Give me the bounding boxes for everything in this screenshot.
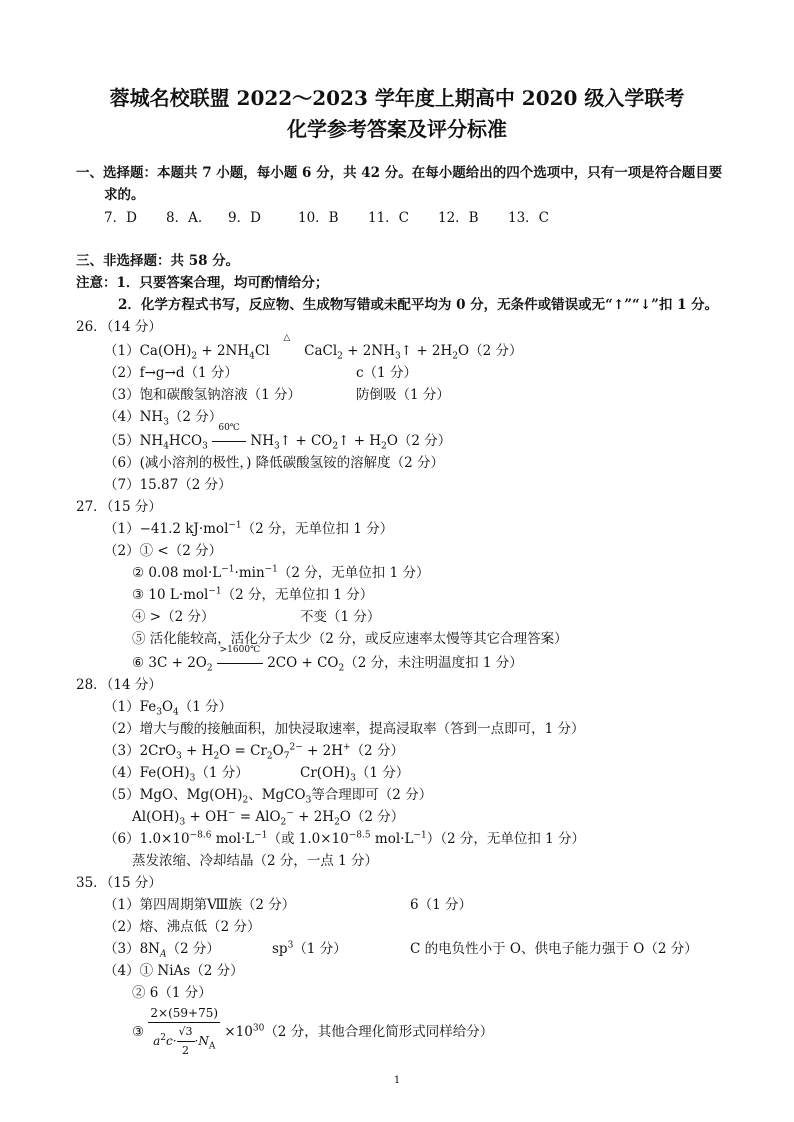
- q26-heading: 26．（14 分）: [76, 319, 162, 335]
- q28-answer-2: （2）增大与酸的接触面积，加快浸取速率，提高浸取率（答到一点即可，1 分）: [104, 721, 585, 737]
- note-2: 2．化学方程式书写，反应物、生成物写错或未配平均为 0 分，无条件或错误或无“↑”“↓”扣 1 分。: [118, 297, 719, 313]
- q26-answer-6: （6）(减小溶剂的极性，) 降低碳酸氢铵的溶解度（2 分）: [104, 455, 445, 471]
- q28-answer-6b: 蒸发浓缩、冷却结晶（2 分，一点 1 分）: [132, 853, 379, 869]
- mc-answer: 8．A.: [166, 210, 203, 226]
- reaction-condition-temp: >1600℃: [217, 654, 263, 672]
- q28-answer-1: $(1)Fe_3O_4(1$ 分）: [104, 699, 233, 718]
- mc-answer: 13．C: [508, 210, 550, 226]
- q27-answer-3: ② 0.08 $mol\cdot L^{-1}\cdot\min^{-1}(2$ 分，无单位扣 1 分）: [132, 564, 430, 581]
- q35-answer-2: （2）熔、沸点低（2 分）: [104, 919, 261, 935]
- q35-answer-3c: C 的电负性小于 O、供电子能力强于 O（2 分）: [410, 941, 698, 957]
- q35-answer-4: （4）① NiAs（2 分）: [104, 963, 244, 979]
- q27-answer-6: ⑤ 活化能较高，活化分子太少（2 分，或反应速率太慢等其它合理答案）: [132, 631, 568, 647]
- q26-answer-3b: 防倒吸（1 分）: [356, 387, 450, 403]
- q35-answer-1a: （1）第四周期第Ⅷ族（2 分）: [104, 897, 296, 913]
- mc-answers: [104, 209, 549, 227]
- q27-heading: 27．（15 分）: [76, 499, 162, 515]
- q26-answer-1: $(1)Ca(OH)_2 + 2NH_4Cl$ △ CaCl$_2$ + $2NH_3↑ + 2H_2O(2$ 分）: [104, 333, 523, 362]
- reaction-condition-temp: 60℃: [212, 432, 246, 450]
- q26-answer-2b: c（1 分）: [356, 365, 417, 381]
- mc-answer: 10．B: [298, 210, 339, 226]
- q35-answer-6-formula: ③ 2×(59+75) $a^2c\cdot$ $\frac{√3}{2}$ $\cdot N_A$ $\times 10^{30}(2$ 分，其他合理化简形式同样给分）: [132, 1004, 493, 1052]
- q26-answer-7: （7）15.87（2 分）: [104, 477, 232, 493]
- q27-answer-2: （2）① <（2 分）: [104, 543, 223, 559]
- section3-heading: 三、非选择题：共 58 分。: [76, 253, 240, 269]
- q28-answer-6: $(6)1.0\times 10^{-8.6}$ $mol\cdot L^{-1}$（或 $1.0\times 10^{-8.5}$ $mol\cdot L^{-1})(2$ 分，无单位扣 1 分）: [104, 830, 586, 847]
- document-subtitle: 化学参考答案及评分标准: [287, 117, 507, 141]
- q27-answer-7: ⑥ $3C + 2O_2$ >1600℃ $2CO + CO_2(2$ 分，未注明温度扣 1 分）: [132, 645, 523, 674]
- q28-answer-4a: $(4)Fe(OH)_3(1$ 分）: [104, 765, 249, 784]
- q26-answer-4: $(4)NH_3(2$ 分）: [104, 409, 223, 428]
- q28-heading: 28．（14 分）: [76, 677, 162, 693]
- q26-answer-2a: （2）f→g→d（1 分）: [104, 365, 238, 381]
- mc-answer: 9．D: [228, 210, 261, 226]
- q28-answer-4b: $Cr(OH)_3(1$ 分）: [300, 765, 410, 784]
- q35-answer-3a: $(3)8N_A(2$ 分）: [104, 941, 220, 960]
- mc-answer: 11．C: [368, 210, 410, 226]
- reaction-condition-heat: △: [283, 333, 291, 343]
- mc-answer: 12．B: [438, 210, 479, 226]
- q28-answer-5-eq: $Al(OH)_3 + OH^- = AlO_2^- + 2H_2O(2$ 分）: [132, 808, 405, 828]
- density-fraction: 2×(59+75) $a^2c\cdot$ $\frac{√3}{2}$ $\cdot N_A$: [150, 1006, 219, 1057]
- q35-answer-1b: 6（1 分）: [410, 897, 472, 913]
- q27-answer-1: （1）−41.2 kJ·mol$^{-1}$（2 分，无单位扣 1 分）: [104, 520, 394, 537]
- q26-answer-3a: （3）饱和碳酸氢钠溶液（1 分）: [104, 387, 301, 403]
- q27-answer-5a: ④ >（2 分）: [132, 609, 215, 625]
- q35-heading: 35．（15 分）: [76, 875, 162, 891]
- q28-answer-3: $(3)2CrO_3 + H_2O = Cr_2O_7^{2-} + 2H^+(2$ 分）: [104, 742, 404, 762]
- section1-heading-cont: 求的。: [104, 187, 145, 203]
- section1-heading: 一、选择题：本题共 7 小题，每小题 6 分，共 42 分。在每小题给出的四个选项中，只有一项是符合题目要: [76, 165, 723, 181]
- document-title: 蓉城名校联盟 2022～2023 学年度上期高中 2020 级入学联考: [109, 86, 685, 110]
- q28-answer-5: （5）MgO、$Mg(OH)_2$、MgCO$_3$等合理即可（2 分）: [104, 787, 433, 806]
- q35-answer-3b: $sp^3(1$ 分）: [272, 940, 347, 957]
- mc-answer: 7．D: [104, 210, 137, 226]
- page-number: 1: [393, 1075, 401, 1086]
- q26-answer-5: $(5)NH_4HCO_3$ 60℃ $NH_3↑$ + $CO_2↑ + H_2O(2$ 分）: [104, 423, 452, 452]
- note-1: 注意：1．只要答案合理，均可酌情给分；: [76, 275, 329, 291]
- q27-answer-4: ③ 10 L·mol$^{-1}$（2 分，无单位扣 1 分）: [132, 586, 374, 603]
- q35-answer-5: ② 6（1 分）: [132, 985, 212, 1001]
- q27-answer-5b: 不变（1 分）: [300, 609, 381, 625]
